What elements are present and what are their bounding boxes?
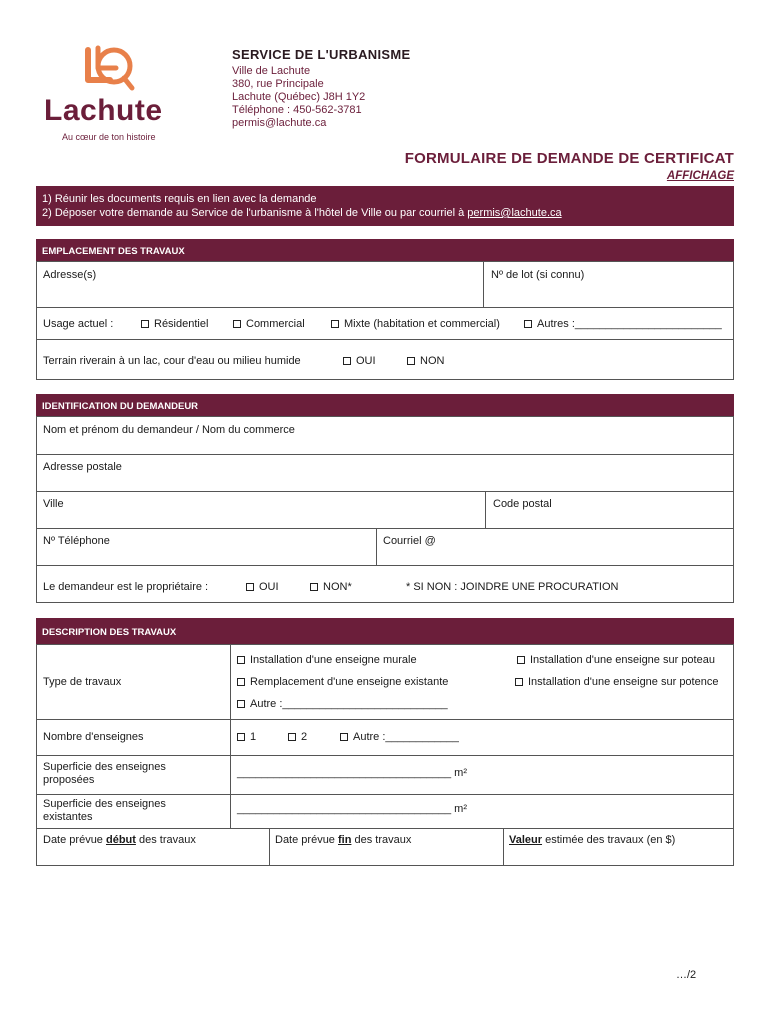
service-email: permis@lachute.ca	[232, 117, 327, 129]
description-section	[36, 644, 734, 866]
page-number: …/2	[676, 969, 697, 981]
label-part: Date prévue	[43, 834, 106, 846]
usage-commercial[interactable]	[233, 318, 305, 330]
service-title: SERVICE DE L'URBANISME	[232, 47, 411, 62]
option-label: Installation d'une enseigne sur potence	[528, 676, 719, 688]
nombre-1[interactable]	[237, 731, 256, 743]
instructions-banner	[36, 186, 734, 226]
nombre-label: Nombre d'enseignes	[43, 731, 144, 743]
checkbox-icon	[141, 320, 149, 328]
form-title: FORMULAIRE DE DEMANDE DE CERTIFICAT	[404, 150, 734, 167]
option-label: OUI	[356, 355, 376, 367]
code-postal-field[interactable]: Code postal	[493, 498, 552, 510]
checkbox-icon	[340, 733, 348, 741]
service-line: Lachute (Québec) J8H 1Y2	[232, 91, 366, 103]
type-poteau[interactable]	[517, 654, 715, 666]
usage-mixte[interactable]	[331, 318, 500, 330]
logo-mark-icon	[80, 44, 140, 96]
checkbox-icon	[310, 583, 318, 591]
option-label: Mixte (habitation et commercial)	[344, 318, 500, 330]
proprietaire-non[interactable]	[310, 581, 352, 593]
adresse-field[interactable]: Adresse(s)	[43, 269, 97, 281]
section-header-emplacement	[36, 239, 734, 261]
checkbox-icon	[237, 656, 245, 664]
option-label: Commercial	[246, 318, 305, 330]
proprietaire-label: Le demandeur est le propriétaire :	[43, 581, 209, 593]
checkbox-icon	[407, 357, 415, 365]
logo	[44, 44, 184, 144]
checkbox-icon	[343, 357, 351, 365]
service-line: Téléphone : 450-562-3781	[232, 104, 362, 116]
nombre-autre[interactable]	[340, 731, 459, 743]
option-label: NON*	[323, 581, 352, 593]
superficie-existantes-field[interactable]: ___________________________________ m²	[237, 803, 468, 815]
label-emphasis: fin	[337, 834, 352, 846]
logo-name: Lachute	[44, 94, 163, 127]
option-label: Installation d'une enseigne sur poteau	[530, 654, 715, 666]
checkbox-icon	[515, 678, 523, 686]
procuration-note: * SI NON : JOINDRE UNE PROCURATION	[406, 581, 619, 593]
lot-field[interactable]: Nº de lot (si connu)	[491, 269, 585, 281]
terrain-non[interactable]	[407, 355, 444, 367]
instruction-email-link[interactable]: permis@lachute.ca	[467, 207, 562, 219]
emplacement-section	[36, 261, 734, 380]
option-label: 2	[301, 731, 308, 743]
option-label: 1	[250, 731, 257, 743]
type-murale[interactable]	[237, 654, 417, 666]
courriel-field[interactable]: Courriel @	[383, 535, 436, 547]
terrain-oui[interactable]	[343, 355, 376, 367]
option-label: Autre :____________	[353, 731, 459, 743]
type-autre[interactable]	[237, 698, 448, 710]
superficie-proposees-label: Superficie des enseignes proposées	[43, 761, 166, 786]
type-remplacement[interactable]	[237, 676, 448, 688]
label-emphasis: début	[105, 834, 136, 846]
usage-autres[interactable]	[524, 318, 722, 330]
option-label: Autres :________________________	[537, 318, 722, 330]
option-label: OUI	[259, 581, 279, 593]
option-label: NON	[420, 355, 445, 367]
terrain-label: Terrain riverain à un lac, cour d'eau ou milieu humide	[43, 355, 301, 367]
label-emphasis: Valeur	[509, 834, 543, 846]
checkbox-icon	[233, 320, 241, 328]
label-part: Date prévue	[275, 834, 338, 846]
usage-residentiel[interactable]	[141, 318, 208, 330]
instruction-1: 1) Réunir les documents requis en lien avec la demande	[42, 193, 317, 205]
service-address	[232, 65, 365, 130]
adresse-postale-field[interactable]: Adresse postale	[43, 461, 122, 473]
checkbox-icon	[288, 733, 296, 741]
ville-field[interactable]: Ville	[43, 498, 64, 510]
label-part: des travaux	[351, 834, 412, 846]
superficie-proposees-field[interactable]: ___________________________________ m²	[237, 767, 468, 779]
type-travaux-label: Type de travaux	[43, 676, 122, 688]
section-title: DESCRIPTION DES TRAVAUX	[42, 627, 177, 638]
proprietaire-oui[interactable]	[246, 581, 279, 593]
checkbox-icon	[517, 656, 525, 664]
form-subtitle: AFFICHAGE	[666, 170, 734, 182]
usage-label: Usage actuel :	[43, 318, 114, 330]
identification-section	[36, 416, 734, 603]
instruction-2	[42, 206, 562, 220]
option-label: Installation d'une enseigne murale	[250, 654, 417, 666]
section-header-identification	[36, 394, 734, 416]
nombre-2[interactable]	[288, 731, 307, 743]
label-part: estimée des travaux (en $)	[542, 834, 676, 846]
checkbox-icon	[246, 583, 254, 591]
valeur-field[interactable]	[509, 834, 675, 846]
nom-field[interactable]: Nom et prénom du demandeur / Nom du commerce	[43, 424, 295, 436]
checkbox-icon	[237, 700, 245, 708]
checkbox-icon	[524, 320, 532, 328]
date-fin-field[interactable]	[275, 834, 411, 846]
telephone-field[interactable]: Nº Téléphone	[43, 535, 110, 547]
option-label: Autre :___________________________	[250, 698, 448, 710]
label-part: des travaux	[135, 834, 196, 846]
checkbox-icon	[237, 678, 245, 686]
type-potence[interactable]	[515, 676, 718, 688]
section-title: IDENTIFICATION DU DEMANDEUR	[42, 401, 199, 412]
checkbox-icon	[237, 733, 245, 741]
instruction-2-text: 2) Déposer votre demande au Service de l'urbanisme à l'hôtel de Ville ou par courriel à	[42, 207, 468, 219]
checkbox-icon	[331, 320, 339, 328]
service-line: 380, rue Principale	[232, 78, 324, 90]
option-label: Remplacement d'une enseigne existante	[250, 676, 449, 688]
option-label: Résidentiel	[154, 318, 209, 330]
date-debut-field[interactable]	[43, 834, 196, 846]
superficie-existantes-label: Superficie des enseignes existantes	[43, 798, 166, 823]
service-line: Ville de Lachute	[232, 65, 311, 77]
section-title: EMPLACEMENT DES TRAVAUX	[42, 246, 185, 257]
logo-tagline: Au cœur de ton histoire	[62, 132, 156, 142]
section-header-description	[36, 618, 734, 644]
